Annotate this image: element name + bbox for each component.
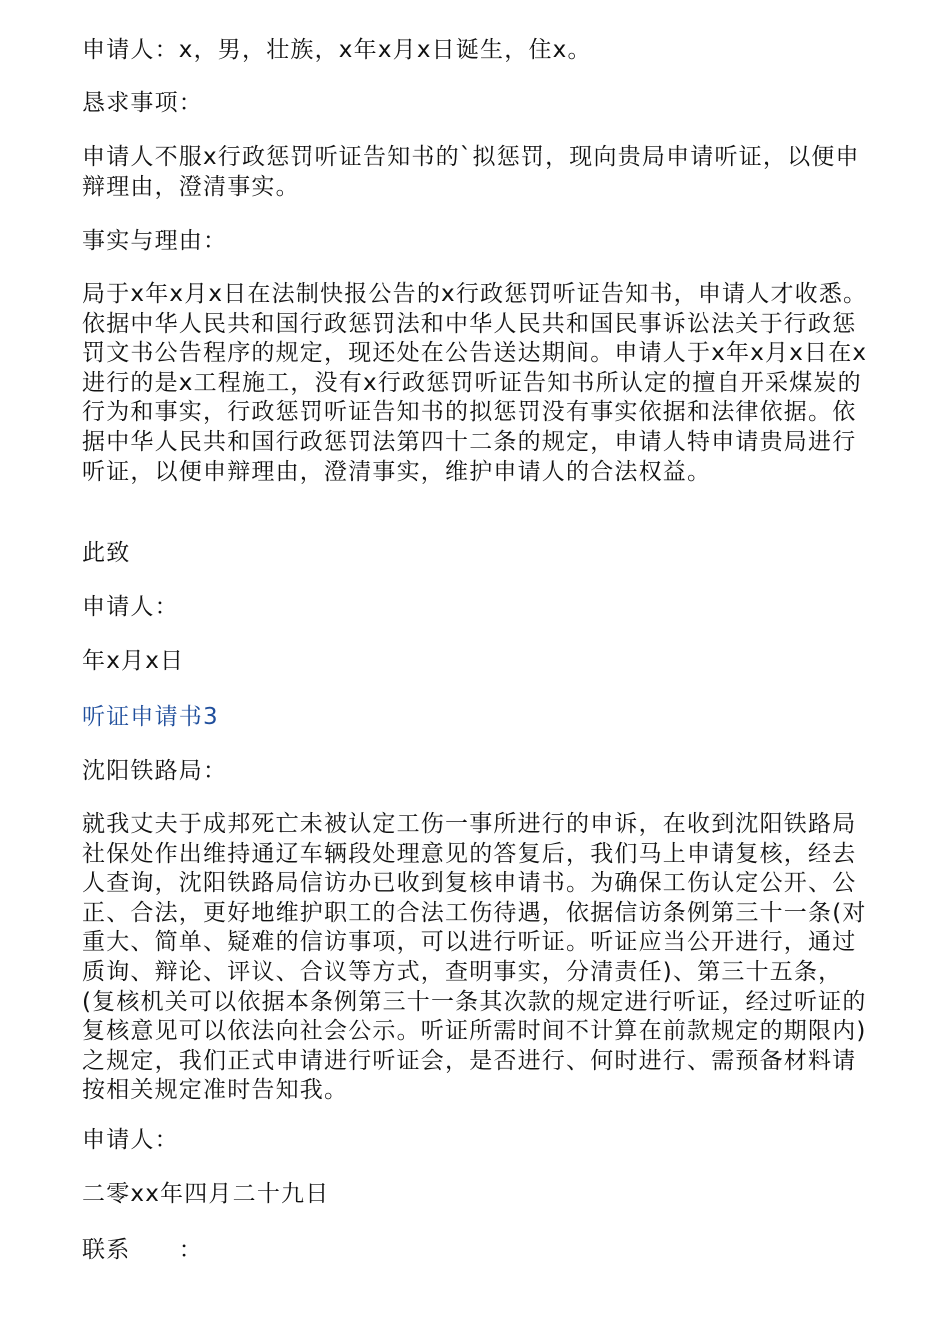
appeal-text: 就我丈夫于成邦死亡未被认定工伤一事所进行的申诉，在收到沈阳铁路局社保处作出维持通辽车辆段处理意见的答复后，我们马上申请复核，经去人查询，沈阳铁路局信访办已收到复核申请书。为确保工伤认定公开、公正、合法，更好地维护职工的合法工伤待遇，依据信访条例第三十一条(对重大、简单、疑难的信访事项，可以进行听证。听证应当公开进行，通过质询、辩论、评议、合议等方式，查明事实，分清责任)、第三十五条，(复核机关可以依据本条例第三十一条其次款的规定进行听证，经过听证的复核意见可以依法向社会公示。听证所需时间不计算在前款规定的期限内)之规定，我们正式申请进行听证会，是否进行、何时进行、需预备材料请按相关规定准时告知我。 — [82, 811, 867, 1104]
recipient: 沈阳铁路局： — [82, 758, 228, 784]
salutation: 此致 — [82, 540, 131, 566]
date-line-2: 二零xx年四月二十九日 — [82, 1181, 330, 1207]
facts-reasons-text: 局于x年x月x日在法制快报公告的x行政惩罚听证告知书，申请人才收悉。依据中华人民共和国行政惩罚法和中华人民共和国民事诉讼法关于行政惩罚文书公告程序的规定，现还处在公告送达期间。申请人于x年x月x日在x进行的是x工程施工，没有x行政惩罚听证告知书所认定的擅自开采煤炭的行为和事实，行政惩罚听证告知书的拟惩罚没有事实依据和法律依据。依据中华人民共和国行政惩罚法第四十二条的规定，申请人特申请贵局进行听证，以便申辩理由，澄清事实，维护申请人的合法权益。 — [82, 281, 868, 485]
applicant-signature-label: 申请人： — [82, 594, 179, 620]
request-items-text: 申请人不服x行政惩罚听证告知书的`拟惩罚，现向贵局申请听证，以便申辩理由，澄清事实。 — [82, 144, 860, 200]
contact-line: 联系 ： — [82, 1237, 203, 1263]
request-items-label: 恳求事项： — [82, 90, 203, 116]
applicant-info: 申请人：x，男，壮族，x年x月x日诞生，住x。 — [82, 37, 592, 63]
applicant-signature-label-2: 申请人： — [82, 1127, 179, 1153]
section-heading: 听证申请书3 — [82, 704, 219, 730]
facts-reasons-label: 事实与理由： — [82, 228, 228, 254]
date-line: 年x月x日 — [82, 648, 185, 674]
